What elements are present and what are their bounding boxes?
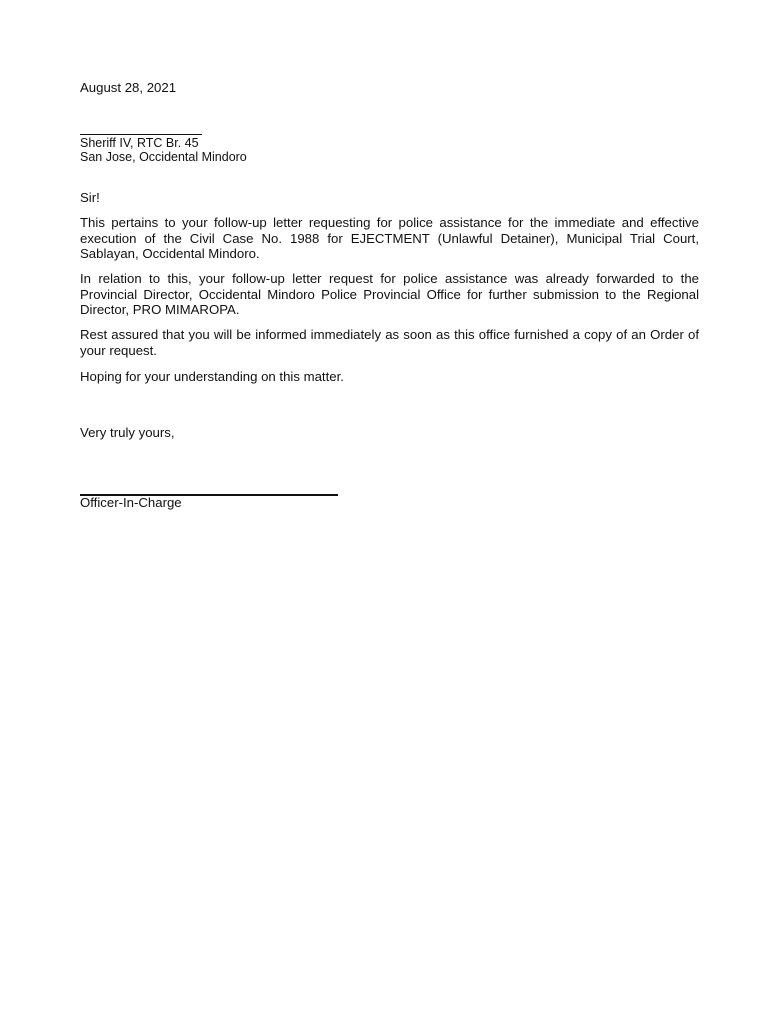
body-paragraph-3: Rest assured that you will be informed immediately as soon as this office furnished a copy of an Order of your request. (80, 327, 699, 358)
body-paragraph-4: Hoping for your understanding on this matter. (80, 369, 344, 384)
recipient-name-blank-line (80, 122, 202, 135)
signatory-title: Officer-In-Charge (80, 495, 182, 510)
body-paragraph-2: In relation to this, your follow-up letter request for police assistance was already forwarded to the Provincial Director, Occidental Mindoro Police Provincial Office for further submission to the Regional Director, PRO MIMAROPA. (80, 271, 699, 317)
salutation: Sir! (80, 190, 100, 205)
recipient-address: San Jose, Occidental Mindoro (80, 150, 247, 164)
recipient-title: Sheriff IV, RTC Br. 45 (80, 136, 199, 150)
letter-date: August 28, 2021 (80, 80, 177, 95)
body-paragraph-1: This pertains to your follow-up letter requesting for police assistance for the immediate and effective execution of the Civil Case No. 1988 for EJECTMENT (Unlawful Detainer), Municipal Trial Court, Sablayan, Occidental Mindoro. (80, 215, 699, 261)
complimentary-closing: Very truly yours, (80, 425, 175, 440)
signature-line (80, 482, 338, 496)
